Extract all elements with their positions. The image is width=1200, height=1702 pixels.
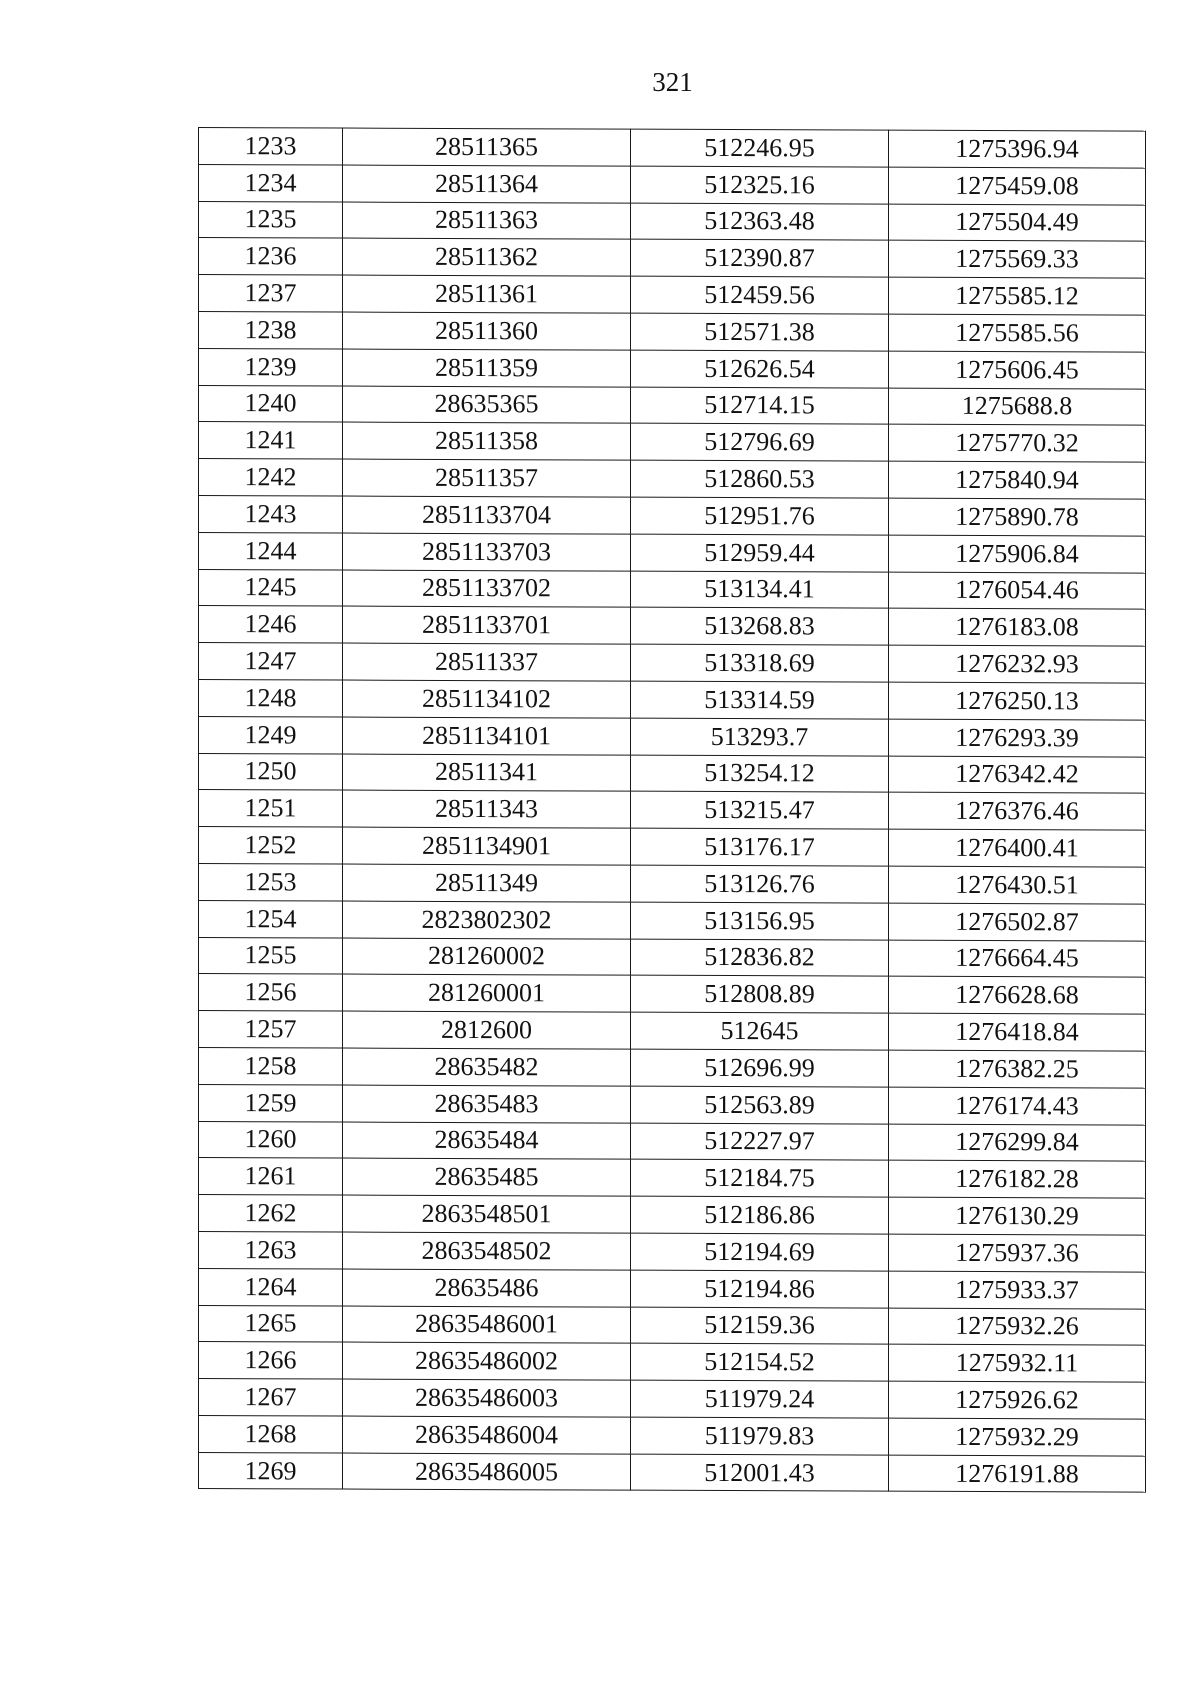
row-number-cell: 1251 xyxy=(199,790,343,827)
table-row xyxy=(199,459,1146,499)
row-number-cell: 1252 xyxy=(199,827,343,864)
y-coordinate-cell: 1276502.87 xyxy=(889,903,1146,941)
row-number-cell: 1245 xyxy=(199,569,343,606)
code-cell: 281260001 xyxy=(343,974,631,1012)
row-number-cell: 1253 xyxy=(199,863,343,900)
code-cell: 28635486002 xyxy=(343,1342,631,1380)
y-coordinate-cell: 1275396.94 xyxy=(889,130,1146,168)
table-row xyxy=(199,422,1146,462)
row-number-cell: 1260 xyxy=(199,1121,343,1158)
table-row xyxy=(199,790,1146,830)
code-cell: 28511357 xyxy=(343,459,631,497)
code-cell: 28635482 xyxy=(343,1048,631,1086)
row-number-cell: 1239 xyxy=(199,348,343,385)
y-coordinate-cell: 1276054.46 xyxy=(889,572,1146,610)
table-row xyxy=(199,900,1146,940)
x-coordinate-cell: 512563.89 xyxy=(631,1086,889,1124)
x-coordinate-cell: 513156.95 xyxy=(631,902,889,940)
code-cell: 2851134101 xyxy=(343,717,631,755)
x-coordinate-cell: 513254.12 xyxy=(631,755,889,793)
code-cell: 28635486001 xyxy=(343,1306,631,1344)
code-cell: 28635484 xyxy=(343,1122,631,1160)
table-row xyxy=(199,164,1146,204)
table-row xyxy=(199,679,1146,719)
table-row xyxy=(199,1084,1146,1124)
x-coordinate-cell: 512808.89 xyxy=(631,975,889,1013)
table-row xyxy=(199,1195,1146,1235)
x-coordinate-cell: 513293.7 xyxy=(631,718,889,756)
y-coordinate-cell: 1276376.46 xyxy=(889,792,1146,830)
x-coordinate-cell: 513268.83 xyxy=(631,608,889,646)
code-cell: 28635486005 xyxy=(343,1453,631,1491)
row-number-cell: 1236 xyxy=(199,238,343,275)
table-row xyxy=(199,201,1146,241)
row-number-cell: 1241 xyxy=(199,422,343,459)
code-cell: 28511364 xyxy=(343,165,631,203)
row-number-cell: 1265 xyxy=(199,1305,343,1342)
code-cell: 28635486 xyxy=(343,1269,631,1307)
row-number-cell: 1247 xyxy=(199,643,343,680)
table-row xyxy=(199,606,1146,646)
x-coordinate-cell: 511979.24 xyxy=(631,1380,889,1418)
y-coordinate-cell: 1275933.37 xyxy=(889,1271,1146,1309)
x-coordinate-cell: 512001.43 xyxy=(631,1454,889,1492)
x-coordinate-cell: 512363.48 xyxy=(631,203,889,241)
code-cell: 2851133703 xyxy=(343,533,631,571)
row-number-cell: 1266 xyxy=(199,1342,343,1379)
row-number-cell: 1237 xyxy=(199,275,343,312)
table-row xyxy=(199,495,1146,535)
row-number-cell: 1233 xyxy=(199,128,343,165)
x-coordinate-cell: 513318.69 xyxy=(631,644,889,682)
row-number-cell: 1240 xyxy=(199,385,343,422)
y-coordinate-cell: 1275770.32 xyxy=(889,425,1146,463)
y-coordinate-cell: 1275459.08 xyxy=(889,167,1146,205)
table-row xyxy=(199,1452,1146,1492)
y-coordinate-cell: 1275932.11 xyxy=(889,1344,1146,1382)
y-coordinate-cell: 1275840.94 xyxy=(889,461,1146,499)
x-coordinate-cell: 513314.59 xyxy=(631,681,889,719)
table-row xyxy=(199,1231,1146,1271)
code-cell: 28511341 xyxy=(343,754,631,792)
code-cell: 2812600 xyxy=(343,1011,631,1049)
table-row xyxy=(199,1158,1146,1198)
y-coordinate-cell: 1275585.56 xyxy=(889,314,1146,352)
x-coordinate-cell: 512194.86 xyxy=(631,1270,889,1308)
code-cell: 28511358 xyxy=(343,422,631,460)
y-coordinate-cell: 1276293.39 xyxy=(889,719,1146,757)
row-number-cell: 1255 xyxy=(199,937,343,974)
y-coordinate-cell: 1276182.28 xyxy=(889,1160,1146,1198)
y-coordinate-cell: 1276174.43 xyxy=(889,1087,1146,1125)
row-number-cell: 1234 xyxy=(199,164,343,201)
x-coordinate-cell: 512571.38 xyxy=(631,313,889,351)
table-row xyxy=(199,532,1146,572)
x-coordinate-cell: 513176.17 xyxy=(631,828,889,866)
x-coordinate-cell: 512796.69 xyxy=(631,424,889,462)
row-number-cell: 1246 xyxy=(199,606,343,643)
row-number-cell: 1243 xyxy=(199,495,343,532)
code-cell: 2851134102 xyxy=(343,680,631,718)
table-row xyxy=(199,1305,1146,1345)
x-coordinate-cell: 513134.41 xyxy=(631,571,889,609)
code-cell: 28635486003 xyxy=(343,1379,631,1417)
code-cell: 2851133702 xyxy=(343,570,631,608)
code-cell: 28635485 xyxy=(343,1158,631,1196)
row-number-cell: 1249 xyxy=(199,716,343,753)
table-row xyxy=(199,753,1146,793)
table-row xyxy=(199,569,1146,609)
table-row xyxy=(199,238,1146,278)
x-coordinate-cell: 512626.54 xyxy=(631,350,889,388)
code-cell: 28511359 xyxy=(343,349,631,387)
x-coordinate-cell: 512959.44 xyxy=(631,534,889,572)
y-coordinate-cell: 1275906.84 xyxy=(889,535,1146,573)
y-coordinate-cell: 1275932.26 xyxy=(889,1308,1146,1346)
row-number-cell: 1268 xyxy=(199,1415,343,1452)
y-coordinate-cell: 1276418.84 xyxy=(889,1013,1146,1051)
row-number-cell: 1254 xyxy=(199,900,343,937)
y-coordinate-cell: 1276382.25 xyxy=(889,1050,1146,1088)
x-coordinate-cell: 512325.16 xyxy=(631,166,889,204)
code-cell: 2863548502 xyxy=(343,1232,631,1270)
y-coordinate-cell: 1275932.29 xyxy=(889,1418,1146,1456)
table-row xyxy=(199,385,1146,425)
row-number-cell: 1242 xyxy=(199,459,343,496)
y-coordinate-cell: 1276430.51 xyxy=(889,866,1146,904)
x-coordinate-cell: 512860.53 xyxy=(631,460,889,498)
page-number: 321 xyxy=(652,67,693,97)
x-coordinate-cell: 512227.97 xyxy=(631,1123,889,1161)
x-coordinate-cell: 513215.47 xyxy=(631,792,889,830)
x-coordinate-cell: 512246.95 xyxy=(631,129,889,167)
table-row xyxy=(199,1415,1146,1455)
code-cell: 2823802302 xyxy=(343,901,631,939)
y-coordinate-cell: 1275937.36 xyxy=(889,1234,1146,1272)
code-cell: 28511361 xyxy=(343,275,631,313)
table-row xyxy=(199,863,1146,903)
y-coordinate-cell: 1276342.42 xyxy=(889,756,1146,794)
code-cell: 281260002 xyxy=(343,938,631,976)
row-number-cell: 1259 xyxy=(199,1084,343,1121)
y-coordinate-cell: 1276191.88 xyxy=(889,1455,1146,1493)
y-coordinate-cell: 1275606.45 xyxy=(889,351,1146,389)
data-table xyxy=(198,127,1146,1493)
row-number-cell: 1261 xyxy=(199,1158,343,1195)
code-cell: 2851134901 xyxy=(343,827,631,865)
table-row xyxy=(199,827,1146,867)
row-number-cell: 1269 xyxy=(199,1452,343,1489)
y-coordinate-cell: 1276232.93 xyxy=(889,645,1146,683)
row-number-cell: 1244 xyxy=(199,532,343,569)
row-number-cell: 1256 xyxy=(199,974,343,1011)
table-row xyxy=(199,128,1146,168)
code-cell: 28511349 xyxy=(343,864,631,902)
row-number-cell: 1250 xyxy=(199,753,343,790)
y-coordinate-cell: 1276400.41 xyxy=(889,829,1146,867)
x-coordinate-cell: 512186.86 xyxy=(631,1196,889,1234)
y-coordinate-cell: 1275890.78 xyxy=(889,498,1146,536)
y-coordinate-cell: 1275504.49 xyxy=(889,204,1146,242)
x-coordinate-cell: 512836.82 xyxy=(631,939,889,977)
table-row xyxy=(199,1121,1146,1161)
code-cell: 2851133704 xyxy=(343,496,631,534)
table-row xyxy=(199,1047,1146,1087)
code-cell: 28635483 xyxy=(343,1085,631,1123)
y-coordinate-cell: 1275569.33 xyxy=(889,241,1146,279)
y-coordinate-cell: 1275688.8 xyxy=(889,388,1146,426)
code-cell: 28511362 xyxy=(343,238,631,276)
code-cell: 28511343 xyxy=(343,790,631,828)
x-coordinate-cell: 512696.99 xyxy=(631,1049,889,1087)
table-body xyxy=(199,128,1146,1493)
table-row xyxy=(199,716,1146,756)
x-coordinate-cell: 512459.56 xyxy=(631,276,889,314)
row-number-cell: 1258 xyxy=(199,1047,343,1084)
x-coordinate-cell: 512951.76 xyxy=(631,497,889,535)
code-cell: 28511337 xyxy=(343,643,631,681)
table-row xyxy=(199,1342,1146,1382)
row-number-cell: 1235 xyxy=(199,201,343,238)
table-row xyxy=(199,275,1146,315)
row-number-cell: 1264 xyxy=(199,1268,343,1305)
code-cell: 28511363 xyxy=(343,202,631,240)
table-row xyxy=(199,1011,1146,1051)
table-row xyxy=(199,348,1146,388)
x-coordinate-cell: 512184.75 xyxy=(631,1159,889,1197)
y-coordinate-cell: 1276183.08 xyxy=(889,609,1146,647)
table-row xyxy=(199,311,1146,351)
table-row xyxy=(199,974,1146,1014)
table-row xyxy=(199,1379,1146,1419)
row-number-cell: 1238 xyxy=(199,311,343,348)
y-coordinate-cell: 1276250.13 xyxy=(889,682,1146,720)
x-coordinate-cell: 512154.52 xyxy=(631,1343,889,1381)
code-cell: 28511365 xyxy=(343,128,631,166)
code-cell: 28635365 xyxy=(343,386,631,424)
x-coordinate-cell: 513126.76 xyxy=(631,865,889,903)
code-cell: 28511360 xyxy=(343,312,631,350)
y-coordinate-cell: 1276299.84 xyxy=(889,1124,1146,1162)
x-coordinate-cell: 512714.15 xyxy=(631,387,889,425)
x-coordinate-cell: 512390.87 xyxy=(631,240,889,278)
y-coordinate-cell: 1275926.62 xyxy=(889,1381,1146,1419)
x-coordinate-cell: 512159.36 xyxy=(631,1307,889,1345)
code-cell: 28635486004 xyxy=(343,1416,631,1454)
y-coordinate-cell: 1275585.12 xyxy=(889,277,1146,315)
row-number-cell: 1248 xyxy=(199,679,343,716)
table-row xyxy=(199,643,1146,683)
row-number-cell: 1262 xyxy=(199,1195,343,1232)
table-row xyxy=(199,937,1146,977)
code-cell: 2851133701 xyxy=(343,606,631,644)
x-coordinate-cell: 512645 xyxy=(631,1012,889,1050)
row-number-cell: 1257 xyxy=(199,1011,343,1048)
table-row xyxy=(199,1268,1146,1308)
y-coordinate-cell: 1276664.45 xyxy=(889,940,1146,978)
row-number-cell: 1267 xyxy=(199,1379,343,1416)
code-cell: 2863548501 xyxy=(343,1195,631,1233)
row-number-cell: 1263 xyxy=(199,1231,343,1268)
x-coordinate-cell: 511979.83 xyxy=(631,1417,889,1455)
x-coordinate-cell: 512194.69 xyxy=(631,1233,889,1271)
y-coordinate-cell: 1276628.68 xyxy=(889,976,1146,1014)
y-coordinate-cell: 1276130.29 xyxy=(889,1197,1146,1235)
